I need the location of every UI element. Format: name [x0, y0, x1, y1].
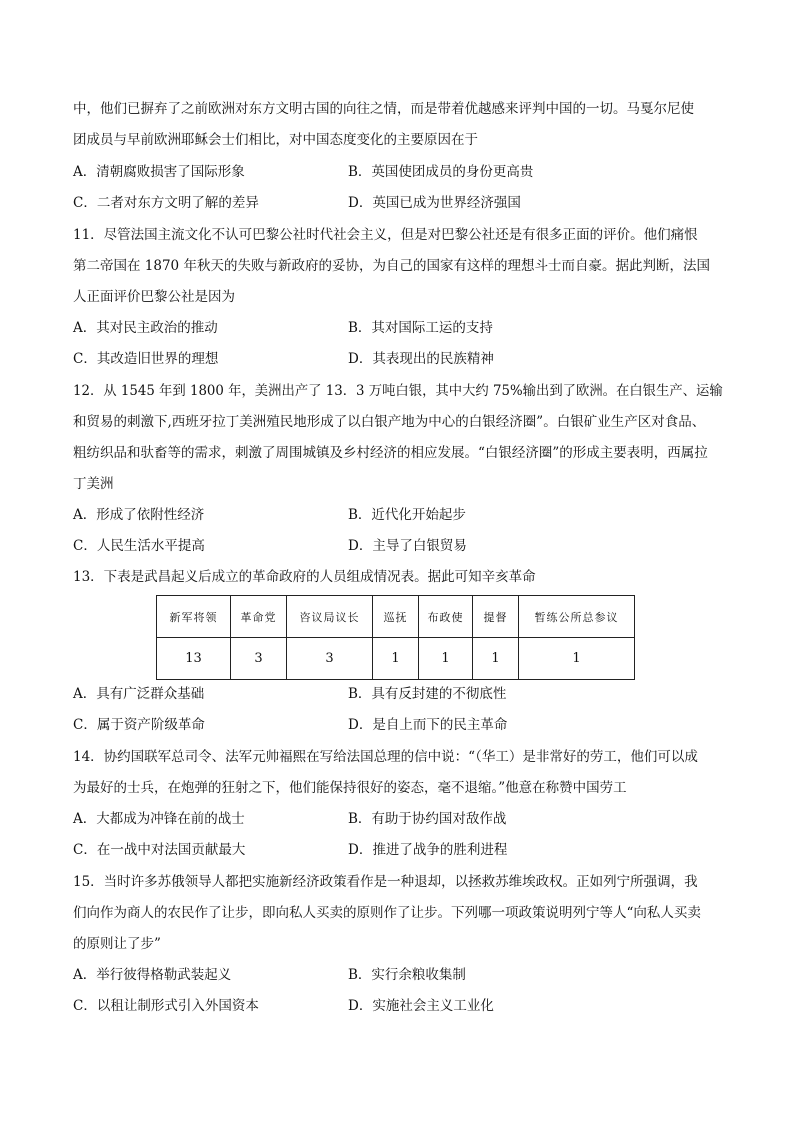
q13-table — [156, 595, 635, 680]
table-header-cell: 布政使 — [419, 596, 473, 638]
table-cell: 1 — [473, 638, 519, 680]
table-header-row — [157, 596, 635, 638]
table-header-cell: 新军将领 — [157, 596, 231, 638]
q11-line-3: 人正面评价巴黎公社是因为 — [73, 289, 235, 305]
q14-option-c: C．在一战中对法国贡献最大 — [73, 842, 246, 858]
q15-line-2: 们向作为商人的农民作了让步，即向私人买卖的原则作了让步。下列哪一项政策说明列宁等人“向私人买卖 — [73, 905, 701, 921]
q14-line-2: 为最好的士兵，在炮弹的狂射之下，他们能保持很好的姿态，毫不退缩。”他意在称赞中国劳工 — [73, 780, 627, 796]
q12-line-3: 粗纺织品和驮畜等的需求，刺激了周围城镇及乡村经济的相应发展。“白银经济圈”的形成主要表明，西属拉 — [73, 445, 708, 461]
q10-line-1: 中，他们已摒弃了之前欧洲对东方文明古国的向往之情，而是带着优越感来评判中国的一切。马戛尔尼使 — [73, 101, 694, 117]
q15-option-d: D．实施社会主义工业化 — [348, 998, 494, 1014]
q15-option-b: B．实行余粮收集制 — [348, 967, 466, 983]
table-cell: 1 — [373, 638, 419, 680]
q11-line-2: 第二帝国在 1870 年秋天的失败与新政府的妥协，为自己的国家有这样的理想斗士而自豪。据此判断，法国 — [73, 258, 710, 274]
q12-option-b: B．近代化开始起步 — [348, 507, 466, 523]
table-header-cell: 提督 — [473, 596, 519, 638]
q12-option-d: D．主导了白银贸易 — [348, 538, 467, 554]
table-header-cell: 咨议局议长 — [287, 596, 373, 638]
q10-option-c: C．二者对东方文明了解的差异 — [73, 195, 259, 211]
q14-line-1: 14．协约国联军总司令、法军元帅福熙在写给法国总理的信中说：“（华工）是非常好的劳工，他们可以成 — [73, 749, 698, 765]
table-cell: 13 — [157, 638, 231, 680]
q14-option-b: B．有助于协约国对敌作战 — [348, 811, 507, 827]
q11-option-c: C．其改造旧世界的理想 — [73, 351, 219, 367]
table-header-cell: 革命党 — [231, 596, 287, 638]
q15-option-c: C．以租让制形式引入外国资本 — [73, 998, 259, 1014]
q13-option-c: C．属于资产阶级革命 — [73, 717, 205, 733]
q14-option-a: A．大都成为冲锋在前的战士 — [73, 811, 245, 827]
q10-option-a: A．清朝腐败损害了国际形象 — [73, 164, 245, 180]
q13-option-d: D．是自上而下的民主革命 — [348, 717, 508, 733]
q11-option-a: A．其对民主政治的推动 — [73, 320, 218, 336]
q12-line-1: 12．从 1545 年到 1800 年，美洲出产了 13．3 万吨白银，其中大约 75%输出到了欧洲。在白银生产、运输 — [73, 383, 723, 399]
q11-line-1: 11．尽管法国主流文化不认可巴黎公社时代社会主义，但是对巴黎公社还是有很多正面的评价。他们痛恨 — [73, 227, 698, 243]
table-cell: 1 — [419, 638, 473, 680]
q13-option-b: B．具有反封建的不彻底性 — [348, 686, 507, 702]
q11-option-b: B．其对国际工运的支持 — [348, 320, 493, 336]
table-cell: 1 — [519, 638, 635, 680]
q10-line-2: 团成员与早前欧洲耶稣会士们相比，对中国态度变化的主要原因在于 — [73, 132, 478, 148]
q12-option-a: A．形成了依附性经济 — [73, 507, 205, 523]
q11-option-d: D．其表现出的民族精神 — [348, 351, 494, 367]
q12-option-c: C．人民生活水平提高 — [73, 538, 205, 554]
q12-line-2: 和贸易的刺激下,西班牙拉丁美洲殖民地形成了以白银产地为中心的白银经济圈”。白银矿业生产区对食品、 — [73, 414, 706, 430]
q10-option-b: B．英国使团成员的身份更高贵 — [348, 164, 534, 180]
table-cell: 3 — [231, 638, 287, 680]
q10-option-d: D．英国已成为世界经济强国 — [348, 195, 521, 211]
q15-line-3: 的原则让了步” — [73, 936, 161, 952]
q15-option-a: A．举行彼得格勒武装起义 — [73, 967, 232, 983]
table-cell: 3 — [287, 638, 373, 680]
q13-line-1: 13．下表是武昌起义后成立的革命政府的人员组成情况表。据此可知辛亥革命 — [73, 569, 536, 585]
table-header-cell: 暂练公所总参议 — [519, 596, 635, 638]
q14-option-d: D．推进了战争的胜利进程 — [348, 842, 508, 858]
table-row — [157, 638, 635, 680]
q12-line-4: 丁美洲 — [73, 476, 114, 492]
table-header-cell: 巡抚 — [373, 596, 419, 638]
q13-option-a: A．具有广泛群众基础 — [73, 686, 205, 702]
q15-line-1: 15．当时许多苏俄领导人都把实施新经济政策看作是一种退却，以拯救苏维埃政权。正如列宁所强调，我 — [73, 874, 698, 890]
